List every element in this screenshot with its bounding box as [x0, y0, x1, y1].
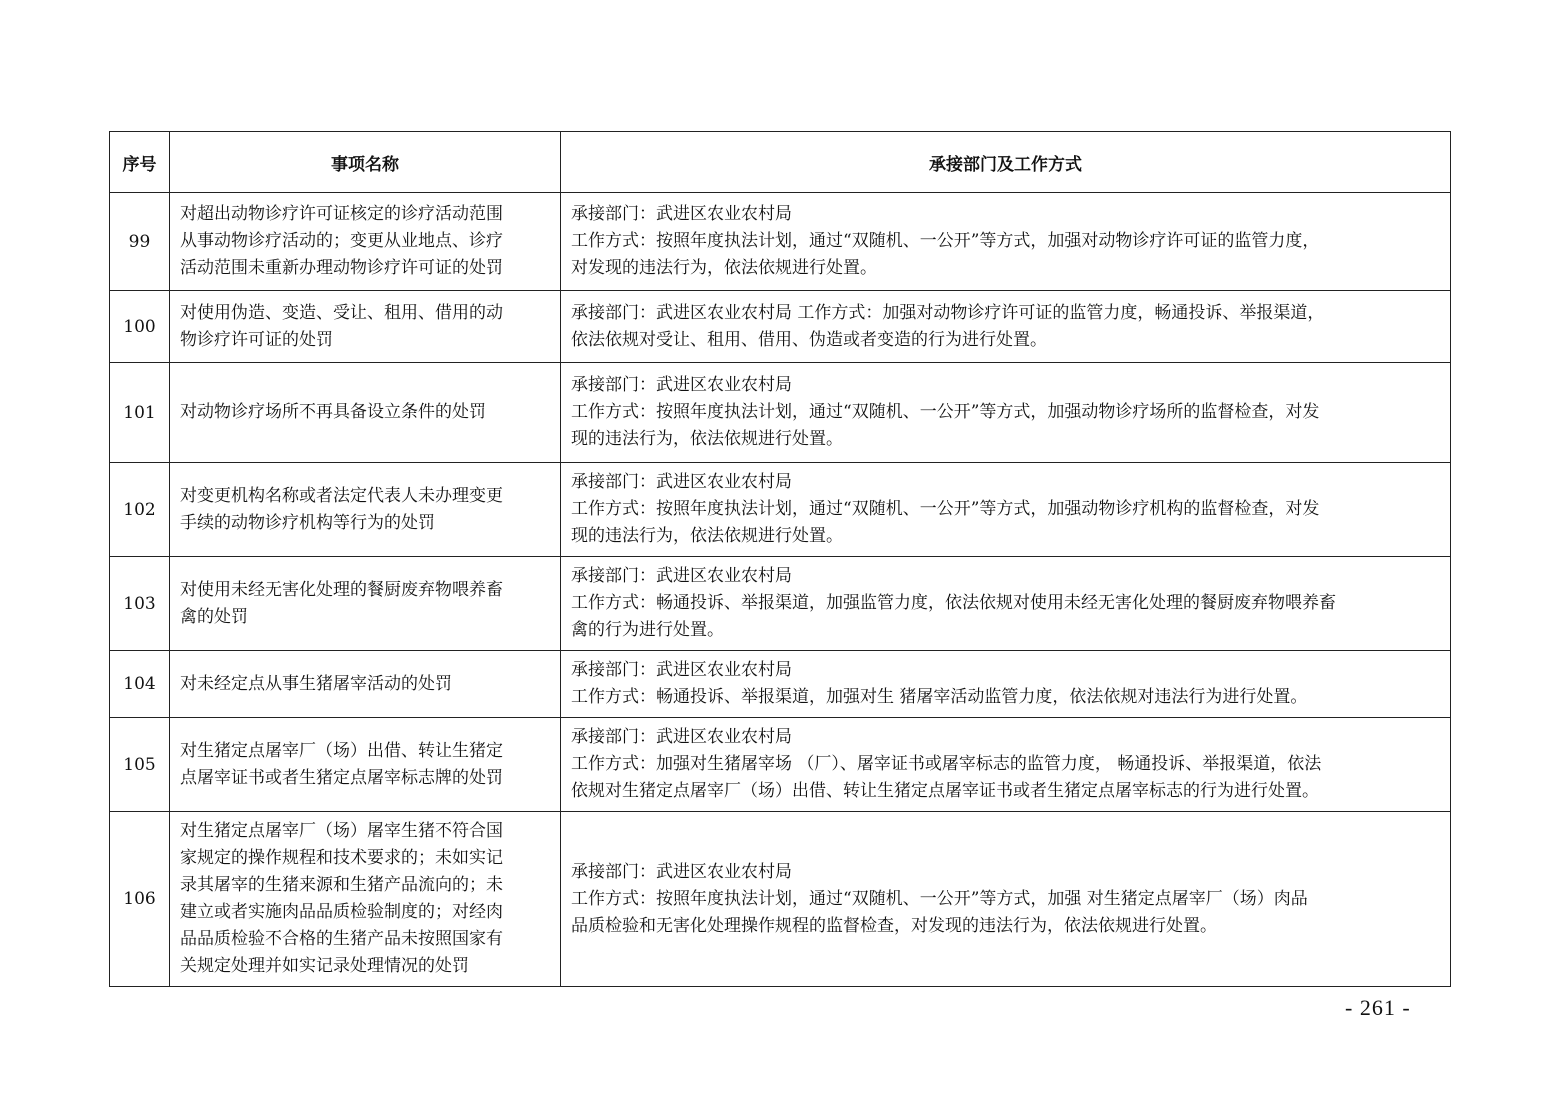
table-row — [110, 718, 1451, 812]
row-item-name: 对生猪定点屠宰厂（场）出借、转让生猪定 点屠宰证书或者生猪定点屠宰标志牌的处罚 — [170, 718, 561, 812]
department-line: 承接部门：武进区农业农村局 — [571, 727, 792, 747]
table-row — [110, 363, 1451, 463]
row-item-name: 对生猪定点屠宰厂（场）屠宰生猪不符合国 家规定的操作规程和技术要求的；未如实记 录其屠宰的生猪来源和生猪产品流向的；未 建立或者实施肉品品质检验制度的；对经肉 品品质检验不合格的生猪产品未按照国家有 关规定处理并如实记录处理情况的处罚 — [170, 812, 561, 987]
row-number: 99 — [110, 193, 170, 291]
table-body — [110, 193, 1451, 987]
row-item-name: 对未经定点从事生猪屠宰活动的处罚 — [170, 651, 561, 718]
department-line: 承接部门：武进区农业农村局 — [571, 566, 792, 586]
table-row — [110, 557, 1451, 651]
row-item-name: 对使用伪造、变造、受让、租用、借用的动 物诊疗许可证的处罚 — [170, 291, 561, 363]
department-line: 承接部门：武进区农业农村局 — [571, 375, 792, 395]
row-department-method — [561, 193, 1451, 291]
table-header — [110, 132, 1451, 193]
header-department-method: 承接部门及工作方式 — [561, 132, 1451, 193]
method-line: 工作方式：按照年度执法计划，通过“双随机、一公开”等方式，加强动物诊疗场所的监督检查，对发 现的违法行为，依法依规进行处置。 — [571, 402, 1320, 449]
department-line: 承接部门：武进区农业农村局 — [571, 472, 792, 492]
row-number: 104 — [110, 651, 170, 718]
row-department-method — [561, 291, 1451, 363]
row-number: 101 — [110, 363, 170, 463]
row-item-name: 对动物诊疗场所不再具备设立条件的处罚 — [170, 363, 561, 463]
regulatory-items-table — [109, 131, 1451, 987]
table-row — [110, 291, 1451, 363]
method-line: 工作方式：按照年度执法计划，通过“双随机、一公开”等方式，加强对动物诊疗许可证的监管力度， 对发现的违法行为，依法依规进行处置。 — [571, 231, 1320, 278]
row-department-method — [561, 812, 1451, 987]
row-item-name: 对超出动物诊疗许可证核定的诊疗活动范围 从事动物诊疗活动的；变更从业地点、诊疗 活动范围未重新办理动物诊疗许可证的处罚 — [170, 193, 561, 291]
method-line: 工作方式：加强对生猪屠宰场 （厂）、屠宰证书或屠宰标志的监管力度， 畅通投诉、举报渠道，依法 依规对生猪定点屠宰厂（场）出借、转让生猪定点屠宰证书或者生猪定点屠宰标志的行为进行处置。 — [571, 754, 1322, 801]
row-department-method — [561, 718, 1451, 812]
row-number: 100 — [110, 291, 170, 363]
row-department-method — [561, 463, 1451, 557]
method-line: 承接部门：武进区农业农村局 工作方式：加强对动物诊疗许可证的监管力度，畅通投诉、举报渠道， 依法依规对受让、租用、借用、伪造或者变造的行为进行处置。 — [571, 302, 1325, 350]
table-row — [110, 463, 1451, 557]
row-item-name: 对使用未经无害化处理的餐厨废弃物喂养畜 禽的处罚 — [170, 557, 561, 651]
row-department-method — [561, 651, 1451, 718]
method-line: 工作方式：按照年度执法计划，通过“双随机、一公开”等方式，加强 对生猪定点屠宰厂（场）肉品 品质检验和无害化处理操作规程的监督检查，对发现的违法行为，依法依规进行处置。 — [571, 888, 1308, 936]
row-number: 103 — [110, 557, 170, 651]
header-row — [110, 132, 1451, 193]
method-line: 工作方式：畅通投诉、举报渠道，加强对生 猪屠宰活动监管力度，依法依规对违法行为进行处置。 — [571, 687, 1308, 707]
row-item-name: 对变更机构名称或者法定代表人未办理变更 手续的动物诊疗机构等行为的处罚 — [170, 463, 561, 557]
table-row — [110, 193, 1451, 291]
department-line: 承接部门：武进区农业农村局 — [571, 861, 792, 882]
table-row — [110, 812, 1451, 987]
method-line: 工作方式：畅通投诉、举报渠道，加强监管力度，依法依规对使用未经无害化处理的餐厨废弃物喂养畜 禽的行为进行处置。 — [571, 593, 1336, 640]
row-department-method — [561, 363, 1451, 463]
row-number: 102 — [110, 463, 170, 557]
row-department-method — [561, 557, 1451, 651]
header-item-name: 事项名称 — [170, 132, 561, 193]
row-number: 106 — [110, 812, 170, 987]
header-number: 序号 — [110, 132, 170, 193]
table-row — [110, 651, 1451, 718]
department-line: 承接部门：武进区农业农村局 — [571, 660, 792, 680]
method-line: 工作方式：按照年度执法计划，通过“双随机、一公开”等方式，加强动物诊疗机构的监督检查，对发 现的违法行为，依法依规进行处置。 — [571, 499, 1320, 546]
page-number: - 261 - — [1345, 995, 1411, 1020]
row-number: 105 — [110, 718, 170, 812]
department-line: 承接部门：武进区农业农村局 — [571, 204, 792, 224]
